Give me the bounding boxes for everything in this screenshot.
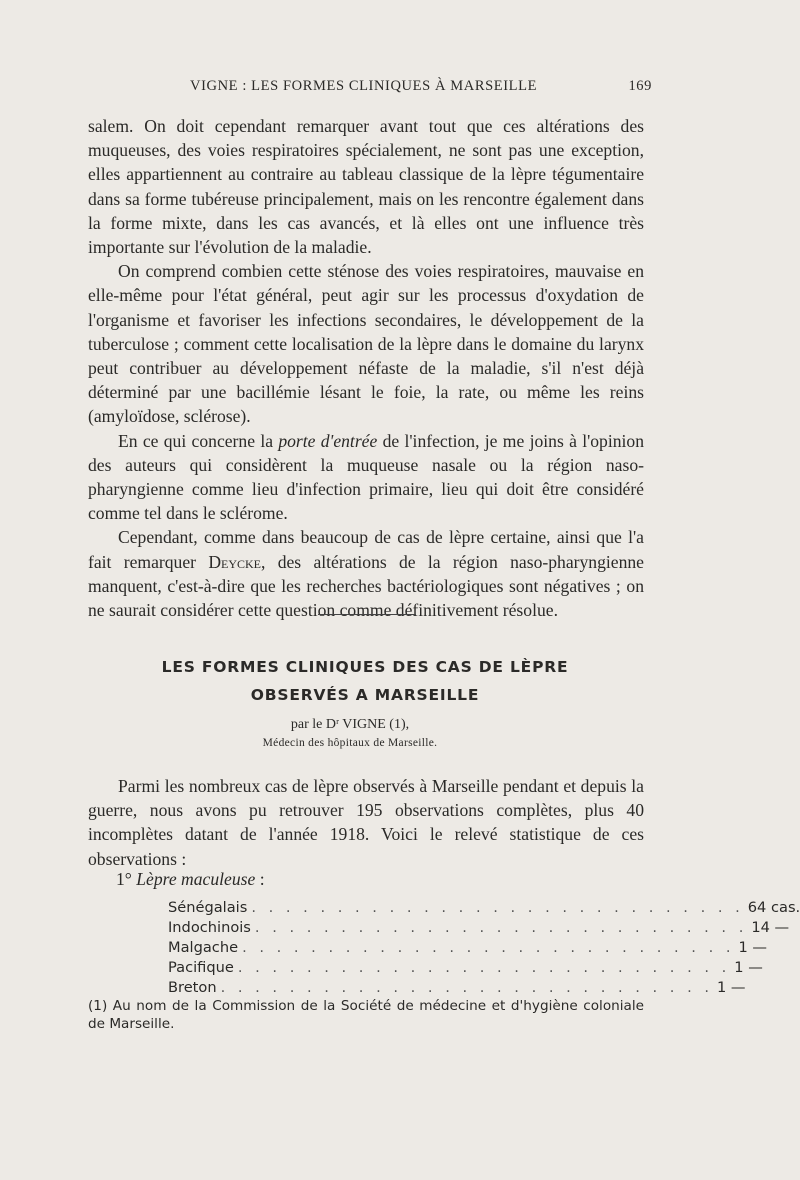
case-count: 1 — — [734, 959, 763, 976]
statistics-list — [168, 898, 800, 998]
leader-dots: . . . . . . . . . . . . . . . . . . . . . . . . . . . . . — [237, 959, 731, 976]
leader-dots: . . . . . . . . . . . . . . . . . . . . . . . . . . . . . — [251, 899, 744, 916]
origin-label: Indochinois — [168, 919, 251, 936]
paragraph-text: , des altérations de la région naso-pharyngienne manquent, c'est-à-dire que les recherches bactériologiques sont négatives ; on ne saurait considérer cette question comme définitivement résolue. — [88, 551, 644, 621]
list-colon: : — [255, 869, 265, 889]
title-line: LES FORMES CLINIQUES DES CAS DE LÈPRE — [161, 658, 569, 676]
case-count: 14 — — [751, 919, 790, 936]
list-item — [168, 958, 763, 978]
paragraph: salem. On doit cependant remarquer avant tout que ces altérations des muqueuses, des voies respiratoires spécialement, ne sont pas une exception, elles appartiennent au contraire au tableau classique de la lèpre tégumentaire dans sa forme tubéreuse principalement, mais on les rencontre également dans la forme mixte, dans les cas avancés, et là elles ont une influence très importante sur l'évolution de la maladie. — [88, 116, 644, 258]
author-name: Deycke — [208, 551, 262, 572]
byline: par le Dʳ VIGNE (1), — [290, 717, 410, 732]
leader-dots: . . . . . . . . . . . . . . . . . . . . . . . . . . . . . — [242, 939, 735, 956]
section-divider — [318, 614, 416, 615]
leader-dots: . . . . . . . . . . . . . . . . . . . . . . . . . . . . . — [254, 919, 748, 936]
paragraph-text: Cependant, comme dans beaucoup de cas de lèpre certaine, ainsi que l'a fait remarquer — [88, 527, 644, 572]
paragraph-text: de l'infection, je me joins à l'opinion des auteurs qui considèrent la muqueuse nasale ou la région naso-pharyngienne comme lieu d'infection primaire, lieu qui doit être considéré comme tel dans le sclérome. — [88, 430, 645, 524]
title-line: OBSERVÉS A MARSEILLE — [250, 686, 480, 704]
paragraph — [88, 525, 644, 622]
origin-label: Malgache — [168, 939, 239, 956]
list-item — [168, 918, 790, 938]
running-title: VIGNE : LES FORMES CLINIQUES À MARSEILLE — [190, 78, 538, 94]
origin-label: Breton — [168, 979, 217, 996]
intro-text — [88, 774, 644, 871]
leader-dots: . . . . . . . . . . . . . . . . . . . . . . . . . . . . . — [220, 979, 713, 996]
list-title: Lèpre maculeuse — [136, 869, 256, 889]
list-number: 1° — [116, 869, 132, 889]
paragraph-text: En ce qui concerne la — [118, 430, 279, 451]
affiliation: Médecin des hôpitaux de Marseille. — [262, 737, 438, 749]
case-count: 64 cas. — [747, 899, 800, 916]
list-item — [168, 938, 768, 958]
article-title — [150, 653, 580, 709]
case-count: 1 — — [717, 979, 746, 996]
paragraph: On comprend combien cette sténose des voies respiratoires, mauvaise en elle-même pour l'état général, peut agir sur les processus d'oxydation de l'organisme et favoriser les infections secondaires, le développement de la tuberculose ; comment cette localisation de la lèpre dans le domaine du larynx peut contribuer au développement néfaste de la maladie, s'il n'est déjà déterminé par une bacillémie lésant le foie, la rate, ou même les reins (amyloïdose, sclérose). — [88, 261, 644, 427]
origin-label: Pacifique — [168, 959, 234, 976]
italic-term: porte d'entrée — [278, 430, 378, 451]
page-number: 169 — [628, 78, 652, 94]
paragraph: Parmi les nombreux cas de lèpre observés à Marseille pendant et depuis la guerre, nous avons pu retrouver 195 observations complètes, plus 40 incomplètes datant de l'année 1918. Voici le relevé statistique de ces observations : — [88, 776, 644, 869]
list-heading — [116, 869, 265, 890]
running-head — [190, 78, 660, 95]
case-count: 1 — — [738, 939, 768, 956]
body-text — [88, 114, 644, 622]
origin-label: Sénégalais — [168, 899, 248, 916]
list-item — [168, 978, 746, 998]
paragraph — [88, 429, 644, 526]
footnote: (1) Au nom de la Commission de la Société de médecine et d'hygiène coloniale de Marseille. — [88, 998, 644, 1032]
list-item — [168, 898, 800, 918]
